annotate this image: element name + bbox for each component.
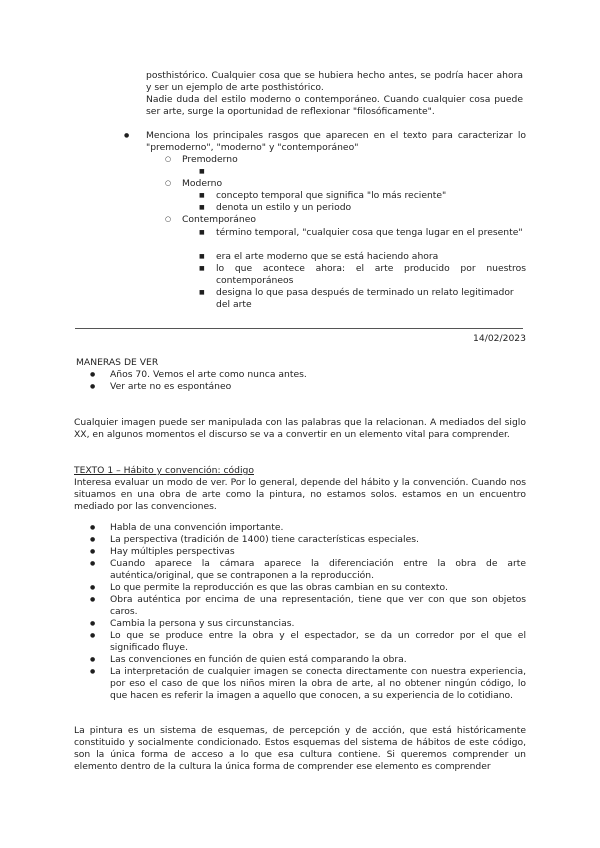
texto1-item: Lo que se produce entre la obra y el espectador, se da un corredor por el que el significado fluye. xyxy=(110,630,526,653)
date: 14/02/2023 xyxy=(473,333,526,344)
moderno-label: Moderno xyxy=(182,178,223,189)
contemporaneo-item: era el arte moderno que se está haciendo ahora xyxy=(216,251,439,262)
contemporaneo-label: Contemporáneo xyxy=(182,214,257,225)
contemporaneo-item: lo que acontece ahora: el arte producido por nuestros contemporáneos xyxy=(216,263,526,286)
texto1-item: La interpretación de cualquier imagen se conecta directamente con nuestra experiencia, por eso el caso de que los niños miren la obra de arte, al no obtener ningún código, lo que hacen es referir la imagen a aquello que conocen, a su experiencia de lo cotidiano. xyxy=(110,666,526,701)
texto1-item: Cuando aparece la cámara aparece la diferenciación entre la obra de arte auténtica/original, que se contraponen a la reproducción. xyxy=(110,558,526,581)
texto1-item: Habla de una convención importante. xyxy=(110,522,284,533)
texto1-item: Obra auténtica por encima de una representación, tiene que ver con que son objetos caros. xyxy=(110,594,526,617)
texto1-item: Cambia la persona y sus circunstancias. xyxy=(110,618,295,629)
texto1-item: Las convenciones en función de quien está comparando la obra. xyxy=(110,654,407,665)
moderno-item: concepto temporal que significa "lo más reciente" xyxy=(216,190,447,201)
maneras-item: Ver arte no es espontáneo xyxy=(110,381,232,392)
section-title-maneras: MANERAS DE VER xyxy=(76,357,159,368)
premoderno-label: Premoderno xyxy=(182,154,238,165)
texto1-item: Lo que permite la reproducción es que las obras cambian en su contexto. xyxy=(110,582,448,593)
intro-paragraph-2: Nadie duda del estilo moderno o contemporáneo. Cuando cualquier cosa puede ser arte, surge la oportunidad de reflexionar "filosóficamente". xyxy=(146,94,523,117)
texto1-item: Hay múltiples perspectivas xyxy=(110,546,235,557)
horizontal-rule xyxy=(75,328,523,329)
contemporaneo-item: designa lo que pasa después de terminado un relato legitimador del arte xyxy=(216,287,514,310)
maneras-item: Años 70. Vemos el arte como nunca antes. xyxy=(110,369,307,380)
texto1-intro: Interesa evaluar un modo de ver. Por lo general, depende del hábito y la convención. Cuando nos situamos en una obra de arte como la pintura, no estamos solos. estamos en un encuentro mediado por las convenciones. xyxy=(74,477,526,512)
intro-paragraph-1: posthistórico. Cualquier cosa que se hubiera hecho antes, se podría hacer ahora y ser un ejemplo de arte posthistórico. xyxy=(146,70,523,93)
paragraph-imagen: Cualquier imagen puede ser manipulada con las palabras que la relacionan. A mediados del siglo XX, en algunos momentos el discurso se va a convertir en un elemento vital para comprender. xyxy=(74,417,526,440)
texto1-item: La perspectiva (tradición de 1400) tiene características especiales. xyxy=(110,534,419,545)
moderno-item: denota un estilo y un periodo xyxy=(216,202,352,213)
question-text: Menciona los principales rasgos que aparecen en el texto para caracterizar lo "premoderno", "moderno" y "contemporáneo" xyxy=(146,130,526,153)
texto1-heading: TEXTO 1 – Hábito y convención: código xyxy=(74,465,254,476)
contemporaneo-item: término temporal, "cualquier cosa que tenga lugar en el presente" xyxy=(216,227,523,238)
paragraph-final: La pintura es un sistema de esquemas, de percepción y de acción, que está históricamente constituido y socialmente condicionado. Estos esquemas del sistema de hábitos de este código, son la única forma de acceso a lo que esa cultura contiene. Si queremos comprender un elemento dentro de la cultura la única forma de comprender ese elemento es comprender xyxy=(74,725,526,772)
